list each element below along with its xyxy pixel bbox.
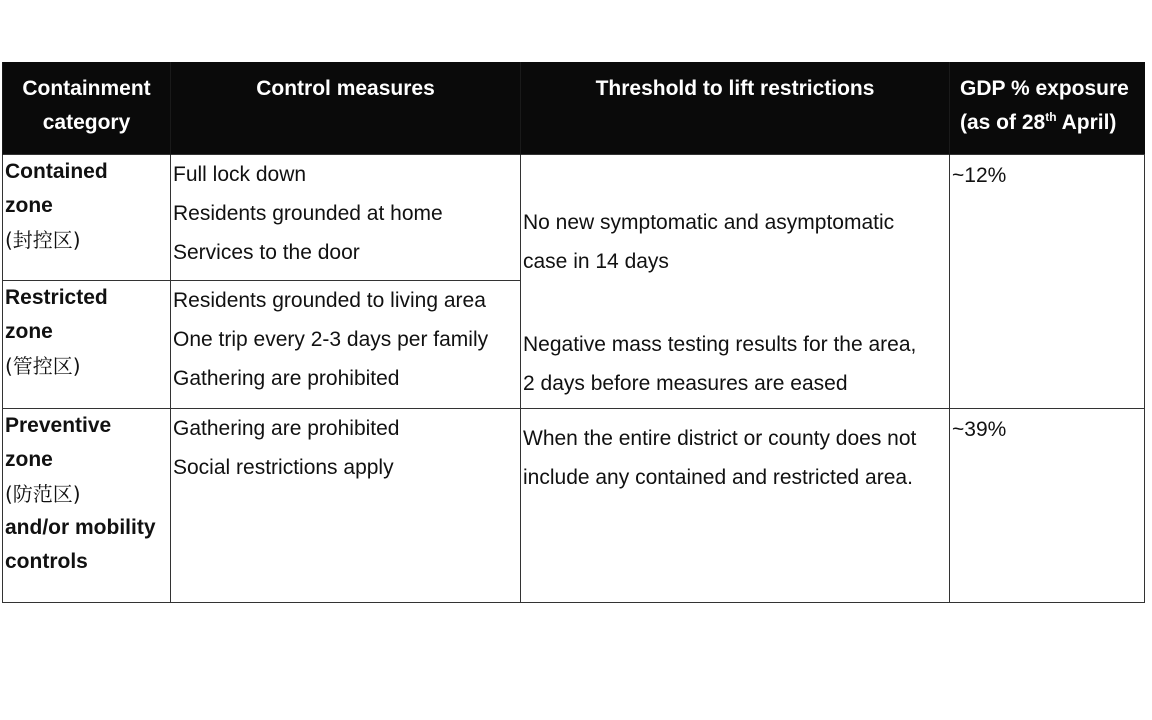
category-preventive	[3, 409, 171, 603]
category-contained	[3, 155, 171, 281]
measure-item: Residents grounded to living area	[173, 289, 486, 312]
gdp-lower: ~39%	[950, 409, 1145, 603]
threshold-part1: No new symptomatic and asymptomatic case in 14 days	[523, 211, 895, 273]
category-label: zone	[5, 320, 53, 343]
category-label: zone	[5, 448, 53, 471]
category-label: zone	[5, 194, 53, 217]
measure-item: Gathering are prohibited	[173, 417, 400, 440]
measure-item: Residents grounded at home	[173, 202, 443, 225]
category-label: Contained	[5, 160, 108, 183]
table-row	[3, 409, 1145, 603]
header-category	[3, 62, 171, 155]
measure-item: Gathering are prohibited	[173, 367, 400, 390]
header-gdp-line1: GDP % exposure	[960, 77, 1129, 100]
category-restricted	[3, 281, 171, 409]
header-measures: Control measures	[171, 62, 521, 155]
category-extra: controls	[5, 550, 88, 573]
header-category-line: Containment	[22, 77, 151, 100]
header-gdp-line2: (as of 28th April)	[960, 110, 1117, 134]
measure-item: One trip every 2-3 days per family	[173, 328, 489, 351]
threshold-lower: When the entire district or county does not include any contained and restricted area.	[521, 409, 950, 603]
containment-table	[2, 62, 1145, 603]
category-cn: (管控区)	[5, 354, 81, 378]
category-label: Restricted	[5, 286, 108, 309]
category-cn: (封控区)	[5, 228, 81, 252]
threshold-upper	[521, 155, 950, 409]
threshold-part2: Negative mass testing results for the area, 2 days before measures are eased	[523, 333, 917, 395]
measure-item: Services to the door	[173, 241, 360, 264]
table-row	[3, 155, 1145, 281]
header-gdp	[950, 62, 1145, 155]
measures-preventive	[171, 409, 521, 603]
measure-item: Full lock down	[173, 163, 307, 186]
header-row	[3, 62, 1145, 155]
category-cn: (防范区)	[5, 482, 81, 506]
measure-item: Social restrictions apply	[173, 456, 394, 479]
gdp-upper: ~12%	[950, 155, 1145, 409]
measures-contained	[171, 155, 521, 281]
header-threshold: Threshold to lift restrictions	[521, 62, 950, 155]
category-extra: and/or mobility	[5, 516, 156, 539]
category-label: Preventive	[5, 414, 112, 437]
header-category-line: category	[42, 111, 131, 134]
measures-restricted	[171, 281, 521, 409]
